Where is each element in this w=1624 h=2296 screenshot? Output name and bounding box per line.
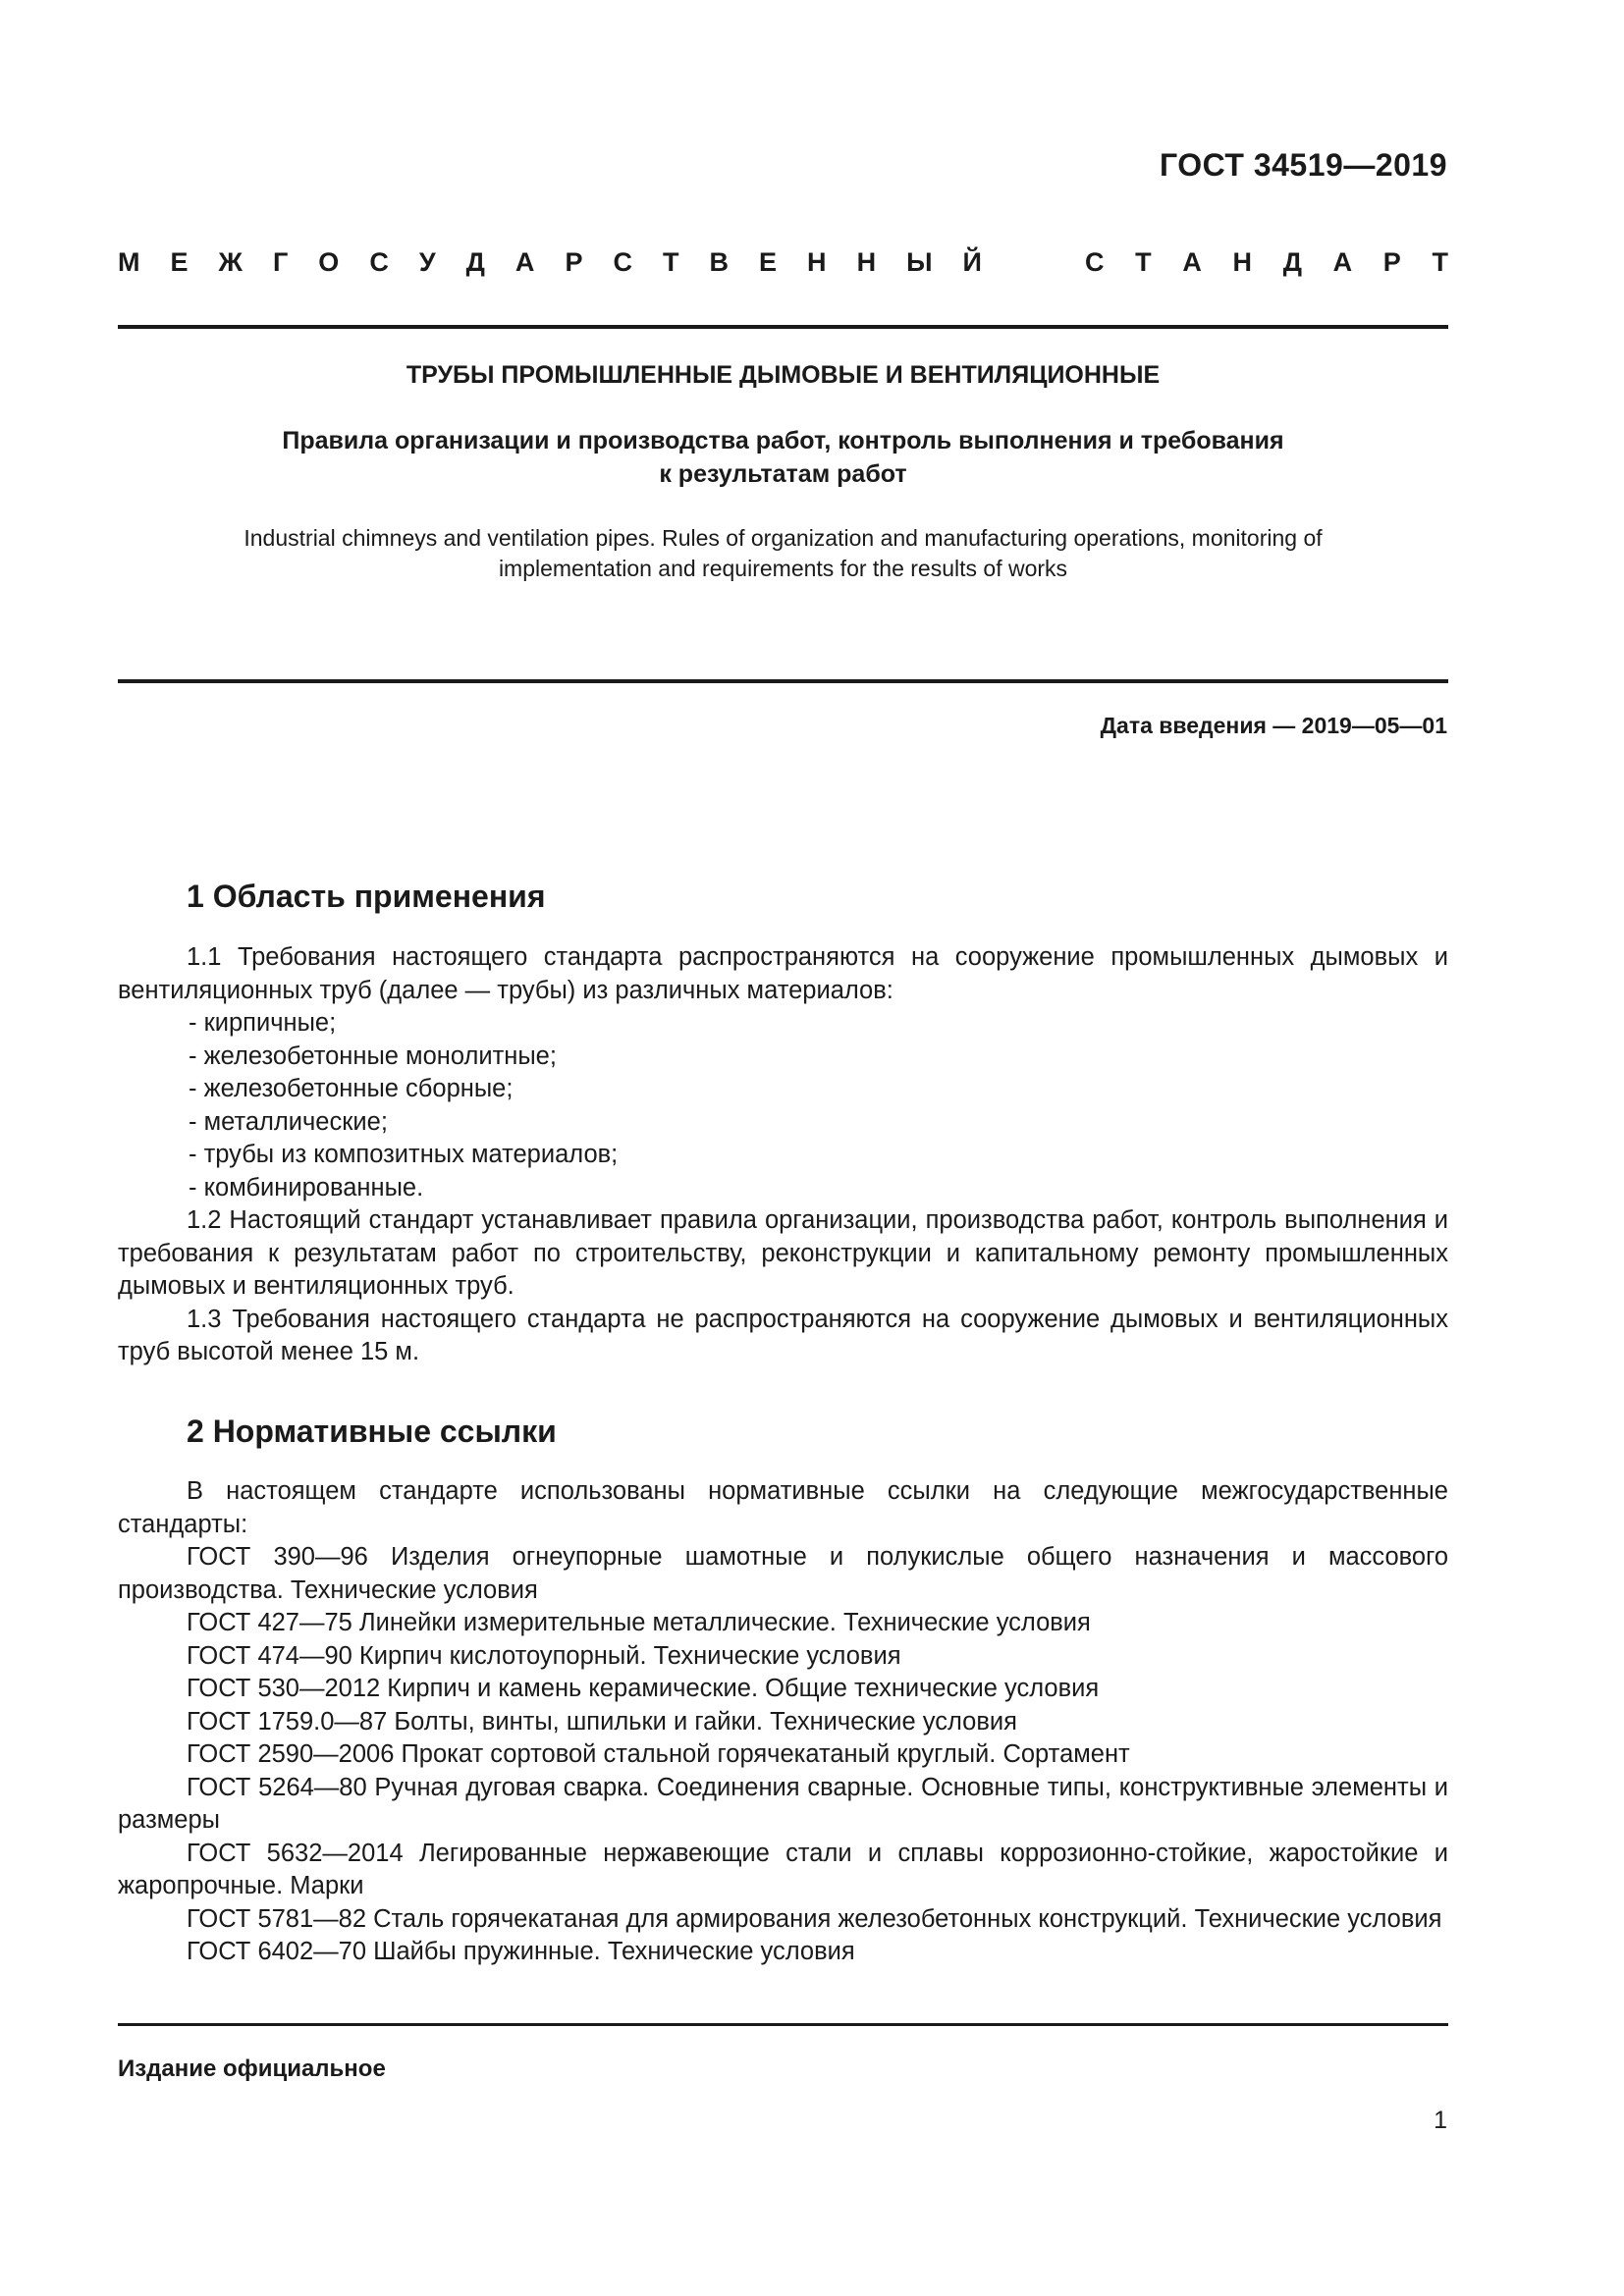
interstate-standard-banner [118, 247, 1448, 278]
section-1-body [118, 941, 1448, 1369]
banner-letter: С [1085, 247, 1105, 277]
section-1-heading: 1 Область применения [187, 879, 546, 914]
banner-letter: А [1182, 247, 1202, 277]
banner-letter: Т [662, 247, 679, 277]
reference-item: ГОСТ 5264—80 Ручная дуговая сварка. Соединения сварные. Основные типы, конструктивные элементы и размеры [118, 1773, 1448, 1834]
title-english [167, 523, 1399, 584]
section-2-intro: В настоящем стандарте использованы нормативные ссылки на следующие межгосударственные стандарты: [118, 1477, 1448, 1538]
subtitle-russian [216, 424, 1350, 491]
list-item: - металлические; [189, 1107, 388, 1136]
banner-letter: Т [1432, 247, 1448, 277]
list-item: - кирпичные; [189, 1009, 337, 1037]
footer-divider [118, 2023, 1448, 2026]
list-item: - комбинированные. [189, 1173, 424, 1201]
title-english-line: implementation and requirements for the results of works [498, 556, 1068, 581]
paragraph-1-2: 1.2 Настоящий стандарт устанавливает правила организации, производства работ, контроль выполнения и требования к результатам работ по строительству, реконструкции и капитальному ремонту промышленных дымовых и вентиляционных труб. [118, 1206, 1448, 1300]
banner-letter: Р [1382, 247, 1401, 277]
banner-letter: Д [465, 247, 485, 277]
title-divider [118, 679, 1448, 683]
paragraph-1-1: 1.1 Требования настоящего стандарта распространяются на сооружение промышленных дымовых и вентиляционных труб (далее — трубы) из различных материалов: [118, 943, 1448, 1004]
reference-item: ГОСТ 2590—2006 Прокат сортовой стальной горячекатаный круглый. Сортамент [187, 1740, 1130, 1768]
banner-letter: Е [759, 247, 778, 277]
official-edition-label: Издание официальное [118, 2056, 386, 2082]
banner-letter: А [1332, 247, 1353, 277]
reference-item: ГОСТ 5781—82 Сталь горячекатаная для армирования железобетонных конструкций. Технические условия [187, 1904, 1442, 1933]
document-number: ГОСТ 34519—2019 [1159, 147, 1447, 183]
banner-letter: Ж [218, 247, 243, 277]
reference-item: ГОСТ 390—96 Изделия огнеупорные шамотные и полукислые общего назначения и массового производства. Технические условия [118, 1543, 1448, 1604]
reference-item: ГОСТ 474—90 Кирпич кислотоупорный. Технические условия [187, 1641, 901, 1670]
banner-letter: С [613, 247, 632, 277]
banner-letter: Й [962, 247, 982, 277]
banner-letter: Н [856, 247, 877, 277]
title-english-line: Industrial chimneys and ventilation pipes. Rules of organization and manufacturing operations, monitoring of [244, 525, 1323, 551]
section-2-heading: 2 Нормативные ссылки [187, 1414, 557, 1449]
banner-letter: О [318, 247, 340, 277]
header-divider [118, 325, 1448, 329]
banner-letter: С [369, 247, 389, 277]
banner-letter: М [118, 247, 140, 277]
banner-letter: Т [1135, 247, 1152, 277]
list-item: - железобетонные монолитные; [189, 1041, 557, 1070]
list-item: - железобетонные сборные; [189, 1075, 514, 1102]
banner-letter: Е [170, 247, 189, 277]
section-2-body [118, 1475, 1448, 1969]
subtitle-line: Правила организации и производства работ, контроль выполнения и требования [282, 427, 1284, 454]
banner-letter: У [418, 247, 436, 277]
page-number: 1 [1434, 2107, 1447, 2134]
banner-letter: А [514, 247, 535, 277]
list-item: - трубы из композитных материалов; [189, 1141, 619, 1168]
title-russian: ТРУБЫ ПРОМЫШЛЕННЫЕ ДЫМОВЫЕ И ВЕНТИЛЯЦИОННЫЕ [406, 361, 1161, 389]
banner-letter: Р [565, 247, 583, 277]
banner-letter: Д [1282, 247, 1302, 277]
banner-letter: Ы [906, 247, 933, 277]
reference-item: ГОСТ 1759.0—87 Болты, винты, шпильки и гайки. Технические условия [187, 1707, 1017, 1735]
banner-letter: Г [272, 247, 289, 277]
reference-item: ГОСТ 6402—70 Шайбы пружинные. Технические условия [187, 1938, 855, 1965]
banner-letter: В [709, 247, 729, 277]
banner-letter: Н [807, 247, 827, 277]
standard-word [1085, 247, 1448, 278]
introduction-date: Дата введения — 2019—05—01 [1100, 713, 1447, 738]
reference-item: ГОСТ 5632—2014 Легированные нержавеющие стали и сплавы коррозионно-стойкие, жаростойкие и жаропрочные. Марки [118, 1839, 1448, 1899]
subtitle-line: к результатам работ [659, 460, 907, 488]
interstate-word [118, 247, 982, 278]
reference-item: ГОСТ 530—2012 Кирпич и камень керамические. Общие технические условия [187, 1675, 1100, 1702]
reference-item: ГОСТ 427—75 Линейки измерительные металлические. Технические условия [187, 1609, 1091, 1636]
paragraph-1-3: 1.3 Требования настоящего стандарта не распространяются на сооружение дымовых и вентиляционных труб высотой менее 15 м. [118, 1305, 1448, 1365]
banner-letter: Н [1232, 247, 1253, 277]
